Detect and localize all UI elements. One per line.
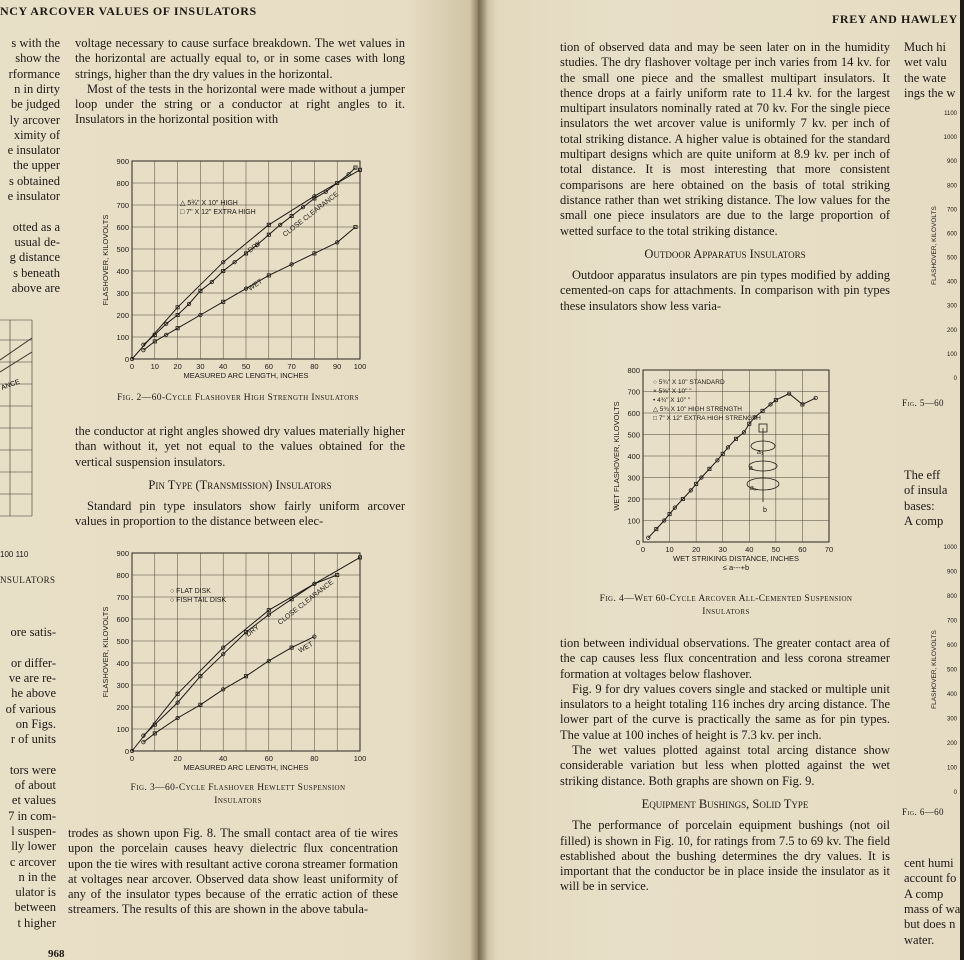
curve-annotation: CLOSE CLEARANCE bbox=[281, 190, 341, 239]
y-tick-label: 600 bbox=[627, 409, 640, 418]
y-tick-label: 400 bbox=[116, 659, 129, 668]
margin-text-fragment: the upper bbox=[13, 158, 60, 173]
curve-annotation: a₂ bbox=[750, 485, 757, 492]
margin-text-fragment: et values bbox=[11, 793, 56, 808]
y-tick-label: 600 bbox=[116, 223, 129, 232]
y-tick-label: 700 bbox=[627, 387, 640, 397]
y-tick-label: 500 bbox=[116, 637, 129, 646]
left-text-bottom bbox=[68, 826, 398, 918]
cutoff-axis-label: FLASHOVER, KILOVOLTS bbox=[931, 206, 938, 285]
x-tick-label: 100 bbox=[353, 362, 367, 371]
left-page bbox=[0, 0, 478, 960]
x-tick-label: 50 bbox=[241, 362, 251, 371]
paragraph: Most of the tests in the horizontal were made without a jumper loop under the string or a conductor at right angles to it. Insulators in the horizontal position with bbox=[75, 81, 405, 127]
data-point bbox=[142, 741, 145, 744]
margin-text-fragment: on Figs. bbox=[15, 716, 56, 731]
cutoff-curve-label: ANCE bbox=[0, 378, 21, 392]
y-tick-label: 200 bbox=[116, 311, 129, 320]
cutoff-tick-label: 400 bbox=[946, 692, 957, 698]
y-tick-label: 100 bbox=[116, 725, 129, 734]
y-tick-label: 100 bbox=[627, 516, 640, 526]
margin-text-fragment: n in dirty bbox=[14, 81, 60, 96]
paragraph: The wet values plotted against total arcing distance show considerable variation but less when plotted against the wet striking distance. Both graphs are shown on Fig. 9. bbox=[560, 743, 890, 788]
paragraph: trodes as shown upon Fig. 8. The small contact area of tie wires upon the porcelain causes heavy dielectric flux concentration upon the tie wires with resultant active corona streamer formation at voltages near arcover. Observed data show least uniformity of any of the insulator types because of the erratic action of these streamers. The results of this are shown in the above tabula- bbox=[68, 826, 398, 917]
x-tick-label: 40 bbox=[745, 545, 754, 554]
series-line bbox=[143, 168, 355, 345]
margin-text-fragment: of various bbox=[5, 701, 56, 716]
cutoff-fig6-caption: Fig. 6—60 bbox=[902, 807, 944, 817]
margin-text-fragment: c arcover bbox=[9, 854, 56, 869]
x-tick-label: 60 bbox=[264, 754, 273, 763]
x-tick-label: 40 bbox=[219, 362, 228, 371]
x-tick-label: 70 bbox=[824, 545, 834, 554]
data-point bbox=[814, 396, 817, 399]
x-tick-label: 0 bbox=[640, 545, 646, 554]
paragraph: tion of observed data and may be seen later on in the humidity studies. The dry flashover voltage per inch varies from 14 kv. for the small one piece and the smallest multipart insulators. It thence drops at a fairly uniform rate to 11.4 kv. for the largest multipart insulators nominally rated at 70 kv. For the single piece insulators the wet arcover value is uniformly 7 kv. per inch of total striking distance. A higher value is obtained for the standard multipart designs which are quite uniform at 8.9 kv. per inch of total distance. It is most interesting that more consistent comparisons are here obtained on the basis of total striking distance rather than wet striking distance. The low values for the small one piece insulators are due to the large proportion of wetted surface to the total striking distance. bbox=[560, 40, 890, 238]
margin-text-fragment: A comp bbox=[904, 886, 944, 901]
margin-text-fragment: The eff bbox=[904, 468, 941, 482]
margin-text-fragment: ulator is bbox=[15, 885, 56, 900]
paragraph: Standard pin type insulators show fairly uniform arcover values in proportion to the distance between elec- bbox=[75, 499, 405, 529]
x-tick-label: 70 bbox=[287, 362, 296, 371]
curve-annotation: b bbox=[763, 507, 767, 514]
cutoff-tick-label: 0 bbox=[953, 790, 957, 796]
margin-text-fragment: mass of wa bbox=[904, 901, 961, 916]
x-tick-label: 30 bbox=[718, 545, 727, 554]
y-tick-label: 0 bbox=[124, 747, 129, 756]
margin-text-fragment: r of units bbox=[10, 732, 56, 747]
cutoff-axis-ticks: 100 110 bbox=[0, 550, 29, 559]
x-tick-label: 30 bbox=[196, 362, 205, 371]
cutoff-tick-label: 0 bbox=[953, 376, 957, 382]
margin-text-fragment: l suspen- bbox=[11, 823, 56, 838]
x-tick-label: 80 bbox=[310, 362, 319, 371]
x-tick-label: 20 bbox=[173, 754, 182, 763]
cutoff-tick-label: 100 bbox=[946, 765, 957, 772]
cutoff-plot-right-1 bbox=[930, 108, 960, 383]
data-point bbox=[647, 536, 650, 539]
y-tick-label: 400 bbox=[627, 452, 640, 461]
y-tick-label: 300 bbox=[627, 473, 640, 483]
cutoff-fig5-caption: Fig. 5—60 bbox=[902, 398, 944, 408]
x-tick-label: 0 bbox=[129, 362, 135, 371]
cutoff-tick-label: 500 bbox=[946, 255, 957, 262]
margin-text-fragment: of insula bbox=[904, 483, 948, 498]
x-tick-label: 40 bbox=[219, 754, 228, 763]
cutoff-tick-label: 800 bbox=[946, 183, 957, 190]
margin-text-fragment: lly lower bbox=[11, 839, 56, 854]
fig3-caption: Fig. 3—60-Cycle Flashover Hewlett Suspension Insulators bbox=[130, 783, 346, 806]
legend-entry: ○ FLAT DISK bbox=[170, 588, 211, 595]
cutoff-tick-label: 200 bbox=[946, 741, 957, 747]
legend-entry: □ 7" X 12" EXTRA HIGH STRENGTH bbox=[653, 415, 761, 422]
margin-text-fragment: s beneath bbox=[13, 265, 60, 280]
cutoff-tick-label: 900 bbox=[946, 569, 957, 576]
cutoff-plot-right-2 bbox=[930, 542, 960, 797]
margin-text-fragment: ly arcover bbox=[9, 112, 60, 127]
x-tick-label: 80 bbox=[310, 754, 319, 763]
series-line bbox=[143, 637, 314, 743]
margin-text-fragment: otted as a bbox=[12, 219, 60, 234]
y-tick-label: 300 bbox=[116, 681, 129, 690]
cutoff-tick-label: 800 bbox=[946, 594, 957, 600]
y-tick-label: 800 bbox=[627, 366, 640, 375]
y-axis-label: FLASHOVER, KILOVOLTS bbox=[101, 606, 110, 698]
cutoff-tick-label: 500 bbox=[946, 667, 957, 674]
paragraph: the conductor at right angles showed dry values materially higher than without it, yet not equal to the values obtained for the vertical suspension insulators. bbox=[75, 424, 405, 469]
curve-annotation: DRY bbox=[244, 624, 261, 639]
margin-text-fragment: bases: bbox=[904, 498, 935, 513]
fig3-chart bbox=[100, 545, 400, 780]
margin-text-fragment: t higher bbox=[17, 915, 56, 930]
y-tick-label: 700 bbox=[116, 201, 129, 210]
margin-text-fragment: n in the bbox=[18, 869, 56, 884]
margin-text-fragment: of about bbox=[14, 778, 56, 792]
running-header-left: NCY ARCOVER VALUES OF INSULATORS bbox=[0, 4, 257, 18]
paragraph: Fig. 9 for dry values covers single and stacked or multiple unit insulators to a height totaling 116 inches dry arcing distance. The lower part of the curve is practically the same as for pin types. The value at 100 inches of height is 7.3 kv. per inch. bbox=[560, 681, 890, 742]
page-number: 968 bbox=[48, 948, 65, 960]
x-axis-sublabel: ≤ a---+b bbox=[722, 563, 750, 572]
x-tick-label: 90 bbox=[333, 362, 342, 371]
cutoff-tick-label: 100 bbox=[946, 351, 957, 358]
x-tick-label: 100 bbox=[353, 754, 367, 763]
fig4-caption: Fig. 4—Wet 60-Cycle Arcover All-Cemented Suspension Insulators bbox=[599, 594, 853, 617]
x-tick-label: 60 bbox=[798, 545, 807, 554]
margin-text-fragment: s obtained bbox=[8, 173, 60, 188]
cutoff-tick-label: 200 bbox=[946, 327, 957, 334]
y-axis-label: WET FLASHOVER, KILOVOLTS bbox=[612, 401, 621, 511]
cutoff-axis-label: FLASHOVER, KILOVOLTS bbox=[931, 630, 938, 709]
curve-annotation: a₁ bbox=[757, 449, 764, 456]
book-gutter bbox=[470, 0, 488, 960]
x-axis-label: MEASURED ARC LENGTH, INCHES bbox=[183, 371, 309, 380]
x-tick-label: 10 bbox=[665, 545, 674, 554]
y-tick-label: 500 bbox=[627, 430, 640, 440]
x-axis-label: MEASURED ARC LENGTH, INCHES bbox=[183, 763, 309, 772]
legend-entry: □ 7" X 12" EXTRA HIGH bbox=[180, 209, 256, 216]
margin-text-fragment: tors were bbox=[9, 762, 56, 777]
y-tick-label: 500 bbox=[116, 245, 129, 254]
margin-text-fragment: account fo bbox=[904, 871, 957, 886]
legend-entry: × 5⅝" X 10" " bbox=[653, 388, 692, 395]
y-tick-label: 0 bbox=[124, 355, 129, 364]
cutoff-tick-label: 600 bbox=[946, 643, 957, 649]
section-heading-bushings: Equipment Bushings, Solid Type bbox=[641, 796, 809, 811]
cutoff-tick-label: 1000 bbox=[943, 545, 957, 551]
margin-text-fragment: the wate bbox=[904, 70, 946, 85]
margin-text-fragment: g distance bbox=[9, 250, 60, 265]
y-tick-label: 200 bbox=[627, 495, 640, 504]
margin-text-fragment: ore satis- bbox=[10, 625, 56, 639]
margin-text-fragment: e insulator bbox=[7, 143, 60, 158]
legend-entry: △ 5¾ X 10" HIGH STRENGTH bbox=[653, 406, 742, 413]
right-page bbox=[478, 0, 960, 960]
cutoff-tick-label: 1100 bbox=[944, 111, 957, 117]
margin-text-fragment: Much hi bbox=[904, 40, 947, 54]
paragraph: voltage necessary to cause surface breakdown. The wet values in the horizontal are actually equal to, or in some cases with long strings, higher than the dry values in the horizontal. bbox=[75, 36, 405, 81]
right-text-bottom bbox=[560, 636, 890, 895]
margin-text-fragment: he above bbox=[11, 686, 56, 701]
paragraph: Outdoor apparatus insulators are pin types modified by adding cemented-on caps for attachments. In comparison with pin types these insulators show less varia- bbox=[560, 268, 890, 313]
margin-text-fragment: between bbox=[14, 900, 56, 915]
x-tick-label: 0 bbox=[129, 754, 135, 763]
x-tick-label: 10 bbox=[150, 362, 159, 371]
margin-text-fragment: 7 in com- bbox=[8, 808, 56, 823]
left-text-middle bbox=[75, 424, 405, 530]
legend-entry: ○ FISH TAIL DISK bbox=[170, 597, 227, 604]
running-header-right: FREY AND HAWLEY bbox=[832, 12, 958, 26]
curve-annotation: a bbox=[749, 465, 753, 472]
x-tick-label: 60 bbox=[264, 362, 273, 371]
margin-text-fragment: e insulator bbox=[7, 189, 60, 203]
cutoff-tick-label: 400 bbox=[946, 279, 957, 286]
cutoff-tick-label: 900 bbox=[946, 159, 957, 166]
margin-text-fragment: A comp bbox=[904, 513, 944, 528]
cutoff-tick-label: 300 bbox=[946, 716, 957, 723]
margin-text-fragment: ve are re- bbox=[8, 670, 56, 685]
paragraph: tion between individual observations. The greater contact area of the cap causes less flux concentration and less corona streamer formation at voltages below flashover. bbox=[560, 636, 890, 681]
y-tick-label: 400 bbox=[116, 267, 129, 276]
margin-text-fragment: but does n bbox=[904, 917, 956, 932]
left-text-top bbox=[75, 36, 405, 128]
x-axis-label: WET STRIKING DISTANCE, INCHES bbox=[673, 554, 799, 563]
curve-annotation: DRY bbox=[246, 240, 263, 255]
fig2-chart bbox=[100, 153, 400, 388]
y-tick-label: 900 bbox=[116, 549, 129, 558]
margin-text-fragment: water. bbox=[904, 932, 935, 947]
section-heading-pin: Pin Type (Transmission) Insulators bbox=[148, 477, 332, 492]
curve-annotation: CLOSE CLEARANCE bbox=[276, 578, 336, 627]
margin-text-fragment: be judged bbox=[11, 97, 60, 112]
margin-text-fragment: above are bbox=[11, 280, 60, 295]
margin-text-fragment: s with the bbox=[11, 36, 60, 50]
data-point bbox=[142, 349, 145, 352]
y-tick-label: 300 bbox=[116, 289, 129, 298]
cutoff-tick-label: 700 bbox=[946, 207, 957, 214]
fig2-caption: Fig. 2—60-Cycle Flashover High Strength Insulators bbox=[117, 393, 359, 403]
legend-entry: △ 5¾" X 10" HIGH bbox=[180, 200, 238, 207]
y-tick-label: 800 bbox=[116, 571, 129, 580]
legend-entry: • 4¾" X 10" " bbox=[653, 397, 691, 404]
right-text-top bbox=[560, 40, 890, 314]
margin-text-fragment: usual de- bbox=[14, 234, 60, 249]
cutoff-plot-left bbox=[0, 318, 34, 528]
x-tick-label: 20 bbox=[691, 545, 701, 554]
margin-text-fragment: show the bbox=[15, 51, 60, 66]
legend-entry: ○ 5¾" X 10" STANDARD bbox=[653, 379, 725, 386]
y-tick-label: 200 bbox=[116, 703, 129, 712]
y-tick-label: 100 bbox=[116, 333, 129, 342]
y-axis-label: FLASHOVER, KILOVOLTS bbox=[101, 214, 110, 306]
fig4-chart bbox=[613, 362, 913, 590]
margin-text-fragment: or differ- bbox=[11, 655, 56, 670]
cutoff-tick-label: 600 bbox=[946, 231, 957, 238]
margin-text-fragment: wet valu bbox=[904, 55, 947, 70]
cutoff-tick-label: 1000 bbox=[943, 135, 957, 142]
x-tick-label: 20 bbox=[173, 362, 182, 371]
curve-annotation: WET bbox=[297, 640, 315, 655]
cutoff-tick-label: 700 bbox=[946, 618, 957, 625]
margin-text-fragment: ings the w bbox=[904, 85, 956, 100]
cutoff-caption: NSULATORS bbox=[0, 575, 56, 585]
cutoff-tick-label: 300 bbox=[946, 303, 957, 310]
x-tick-label: 50 bbox=[771, 545, 781, 554]
y-tick-label: 900 bbox=[116, 157, 129, 166]
margin-text-fragment: rformance bbox=[8, 66, 60, 81]
y-tick-label: 700 bbox=[116, 593, 129, 602]
section-heading-outdoor: Outdoor Apparatus Insulators bbox=[644, 246, 806, 261]
y-tick-label: 800 bbox=[116, 179, 129, 188]
y-tick-label: 600 bbox=[116, 615, 129, 624]
y-tick-label: 0 bbox=[635, 538, 640, 547]
margin-text-fragment: ximity of bbox=[13, 127, 60, 142]
margin-text-fragment: cent humi bbox=[904, 856, 954, 870]
curve-annotation: WET bbox=[247, 278, 265, 293]
paragraph: The performance of porcelain equipment bushings (not oil filled) is shown in Fig. 10, for ratings from 7.5 to 69 kv. The field established about the bushing determines the dry values. It is important that the conductor be in place inside the insulator as it will be in service. bbox=[560, 818, 890, 894]
